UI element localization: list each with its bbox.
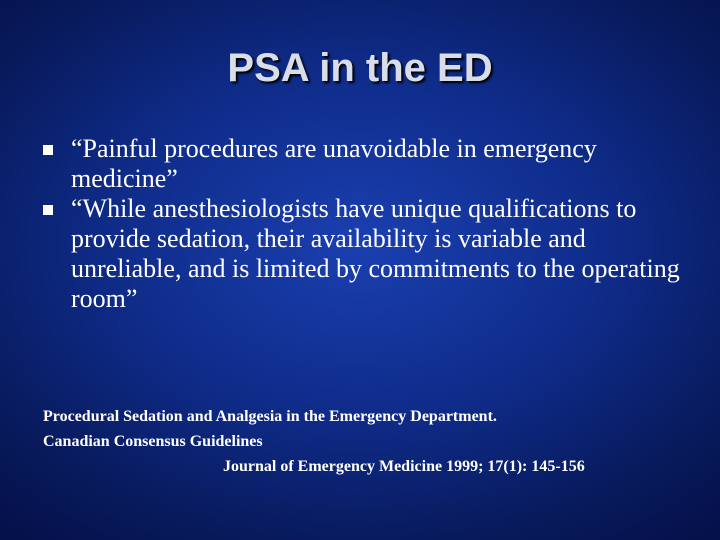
bullet-item bbox=[40, 194, 700, 314]
reference-title: Procedural Sedation and Analgesia in the Emergency Department. bbox=[43, 408, 497, 425]
reference-subtitle: Canadian Consensus Guidelines bbox=[43, 433, 263, 450]
bullet-text: “While anesthesiologists have unique qualifications to provide sedation, their availability is variable and unreliable, and is limited by commitments to the operating room” bbox=[71, 194, 680, 313]
square-bullet-icon bbox=[43, 145, 53, 155]
square-bullet-icon bbox=[43, 205, 53, 215]
reference-journal: Journal of Emergency Medicine 1999; 17(1): 145-156 bbox=[223, 458, 585, 475]
reference-citation bbox=[43, 404, 683, 479]
bullet-list bbox=[40, 134, 700, 314]
bullet-item bbox=[40, 134, 700, 194]
slide-title: PSA in the ED bbox=[227, 46, 493, 90]
bullet-text: “Painful procedures are unavoidable in emergency medicine” bbox=[71, 134, 597, 193]
